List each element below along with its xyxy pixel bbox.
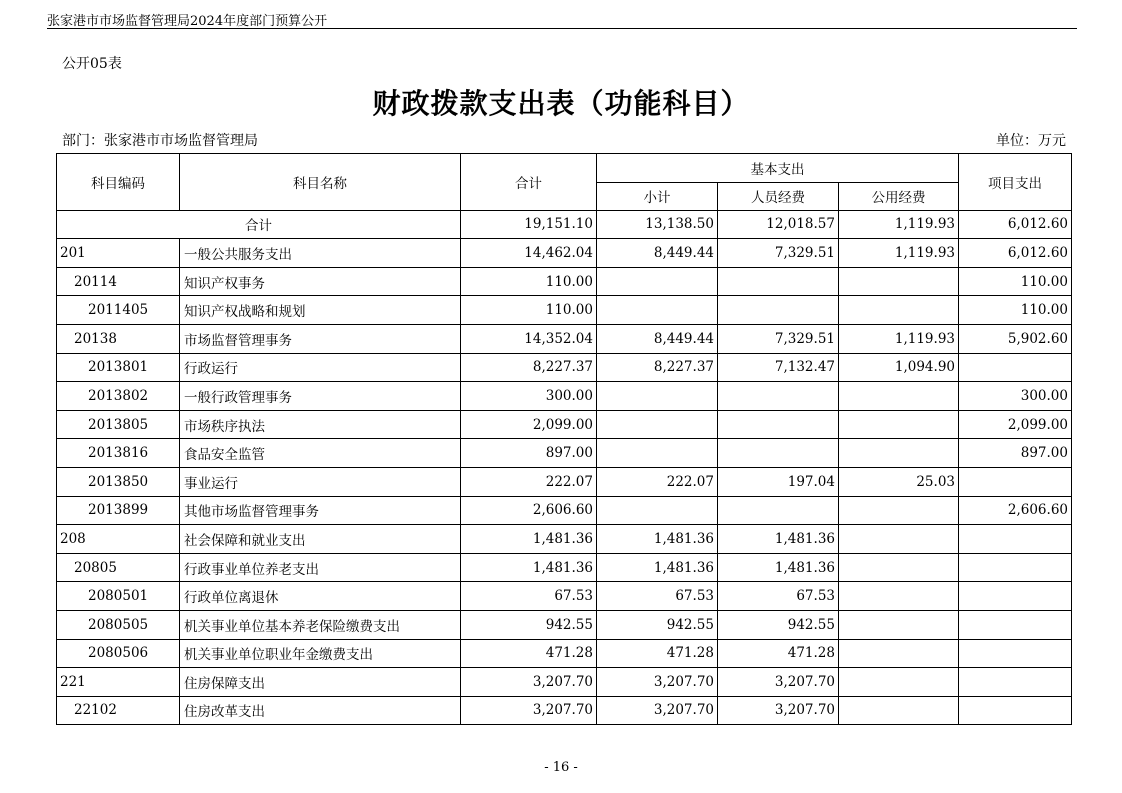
cell-public [839,296,959,325]
table-row [57,553,1072,582]
cell-personnel: 3,207.70 [718,696,839,725]
cell-subtotal: 942.55 [597,610,718,639]
cell-total: 300.00 [461,382,597,411]
cell-name: 其他市场监督管理事务 [180,496,461,525]
cell-name: 行政事业单位养老支出 [180,553,461,582]
cell-subtotal: 3,207.70 [597,696,718,725]
table-row [57,668,1072,697]
cell-code: 2080506 [57,639,180,668]
cell-subtotal [597,267,718,296]
cell-personnel: 7,132.47 [718,353,839,382]
header-rule [47,28,1077,29]
cell-project [959,610,1072,639]
cell-personnel [718,296,839,325]
cell-total: 1,481.36 [461,553,597,582]
cell-code: 20114 [57,267,180,296]
cell-project: 6,012.60 [959,210,1072,239]
cell-name: 一般行政管理事务 [180,382,461,411]
cell-project [959,639,1072,668]
cell-name: 一般公共服务支出 [180,239,461,268]
cell-code: 221 [57,668,180,697]
cell-public [839,525,959,554]
cell-name: 住房改革支出 [180,696,461,725]
cell-name: 行政运行 [180,353,461,382]
cell-personnel [718,410,839,439]
table-row [57,496,1072,525]
cell-total: 222.07 [461,467,597,496]
cell-public [839,696,959,725]
cell-name: 知识产权战略和规划 [180,296,461,325]
cell-total: 110.00 [461,296,597,325]
total-label: 合计 [57,210,461,239]
cell-subtotal: 1,481.36 [597,525,718,554]
cell-public [839,553,959,582]
cell-total: 942.55 [461,610,597,639]
cell-name: 市场监督管理事务 [180,324,461,353]
running-header: 张家港市市场监督管理局2024年度部门预算公开 [47,14,328,29]
table-row [57,610,1072,639]
cell-total: 3,207.70 [461,668,597,697]
header-personnel: 人员经费 [718,182,839,210]
cell-personnel: 7,329.51 [718,239,839,268]
cell-public [839,610,959,639]
total-row [57,210,1072,239]
cell-code: 2011405 [57,296,180,325]
cell-personnel: 1,481.36 [718,553,839,582]
cell-subtotal: 222.07 [597,467,718,496]
cell-personnel: 67.53 [718,582,839,611]
cell-personnel [718,439,839,468]
page-title: 财政拨款支出表（功能科目） [372,87,750,120]
department-label: 部门：张家港市市场监督管理局 [62,133,258,149]
cell-subtotal: 8,227.37 [597,353,718,382]
cell-total: 19,151.10 [461,210,597,239]
cell-project [959,353,1072,382]
cell-total: 2,606.60 [461,496,597,525]
cell-total: 2,099.00 [461,410,597,439]
cell-code: 2080501 [57,582,180,611]
cell-subtotal [597,382,718,411]
cell-subtotal: 1,481.36 [597,553,718,582]
table-row [57,696,1072,725]
cell-total: 8,227.37 [461,353,597,382]
table-row [57,467,1072,496]
cell-personnel: 12,018.57 [718,210,839,239]
page-number: - 16 - [544,760,578,775]
cell-project: 110.00 [959,267,1072,296]
cell-name: 住房保障支出 [180,668,461,697]
cell-subtotal: 67.53 [597,582,718,611]
cell-name: 事业运行 [180,467,461,496]
table-row [57,410,1072,439]
cell-name: 市场秩序执法 [180,410,461,439]
cell-public [839,639,959,668]
cell-project [959,467,1072,496]
cell-total: 14,462.04 [461,239,597,268]
cell-code: 22102 [57,696,180,725]
cell-personnel: 3,207.70 [718,668,839,697]
table-row [57,267,1072,296]
cell-code: 20805 [57,553,180,582]
cell-project [959,668,1072,697]
cell-code: 2013899 [57,496,180,525]
cell-public [839,668,959,697]
cell-project: 110.00 [959,296,1072,325]
header-project: 项目支出 [959,154,1072,211]
cell-public: 1,119.93 [839,324,959,353]
cell-name: 食品安全监管 [180,439,461,468]
table-row [57,324,1072,353]
cell-code: 201 [57,239,180,268]
header-subtotal: 小计 [597,182,718,210]
cell-subtotal [597,496,718,525]
cell-total: 14,352.04 [461,324,597,353]
cell-project [959,525,1072,554]
table-row [57,239,1072,268]
cell-public: 1,119.93 [839,210,959,239]
cell-code: 2013802 [57,382,180,411]
cell-personnel: 7,329.51 [718,324,839,353]
cell-personnel [718,267,839,296]
table-row [57,296,1072,325]
table-row [57,582,1072,611]
cell-subtotal [597,410,718,439]
cell-project: 897.00 [959,439,1072,468]
cell-subtotal: 3,207.70 [597,668,718,697]
cell-name: 知识产权事务 [180,267,461,296]
header-total: 合计 [461,154,597,211]
table-row [57,525,1072,554]
cell-public [839,496,959,525]
table-row [57,439,1072,468]
cell-project: 2,606.60 [959,496,1072,525]
cell-project [959,582,1072,611]
cell-name: 社会保障和就业支出 [180,525,461,554]
expenditure-table [56,153,1072,725]
cell-subtotal: 8,449.44 [597,324,718,353]
cell-name: 机关事业单位职业年金缴费支出 [180,639,461,668]
cell-code: 2080505 [57,610,180,639]
cell-personnel: 1,481.36 [718,525,839,554]
cell-project: 6,012.60 [959,239,1072,268]
cell-personnel: 942.55 [718,610,839,639]
cell-code: 20138 [57,324,180,353]
cell-total: 471.28 [461,639,597,668]
cell-total: 1,481.36 [461,525,597,554]
cell-public: 1,094.90 [839,353,959,382]
cell-personnel: 197.04 [718,467,839,496]
cell-project [959,696,1072,725]
cell-personnel [718,382,839,411]
cell-code: 2013850 [57,467,180,496]
header-code: 科目编码 [57,154,180,211]
cell-public [839,439,959,468]
header-public: 公用经费 [839,182,959,210]
header-name: 科目名称 [180,154,461,211]
table-row [57,382,1072,411]
cell-name: 行政单位离退休 [180,582,461,611]
header-basic: 基本支出 [597,154,959,183]
cell-project [959,553,1072,582]
cell-code: 2013805 [57,410,180,439]
table-row [57,353,1072,382]
cell-public [839,410,959,439]
cell-subtotal: 471.28 [597,639,718,668]
cell-total: 3,207.70 [461,696,597,725]
cell-public [839,382,959,411]
cell-total: 110.00 [461,267,597,296]
cell-project: 2,099.00 [959,410,1072,439]
cell-code: 208 [57,525,180,554]
cell-personnel [718,496,839,525]
table-row [57,639,1072,668]
unit-label: 单位：万元 [996,133,1066,149]
form-number: 公开05表 [62,56,122,72]
cell-public: 25.03 [839,467,959,496]
cell-subtotal: 13,138.50 [597,210,718,239]
cell-public [839,267,959,296]
cell-code: 2013801 [57,353,180,382]
cell-public [839,582,959,611]
cell-name: 机关事业单位基本养老保险缴费支出 [180,610,461,639]
cell-subtotal [597,296,718,325]
cell-public: 1,119.93 [839,239,959,268]
cell-personnel: 471.28 [718,639,839,668]
cell-code: 2013816 [57,439,180,468]
cell-project: 300.00 [959,382,1072,411]
cell-subtotal [597,439,718,468]
cell-total: 897.00 [461,439,597,468]
cell-total: 67.53 [461,582,597,611]
cell-project: 5,902.60 [959,324,1072,353]
cell-subtotal: 8,449.44 [597,239,718,268]
